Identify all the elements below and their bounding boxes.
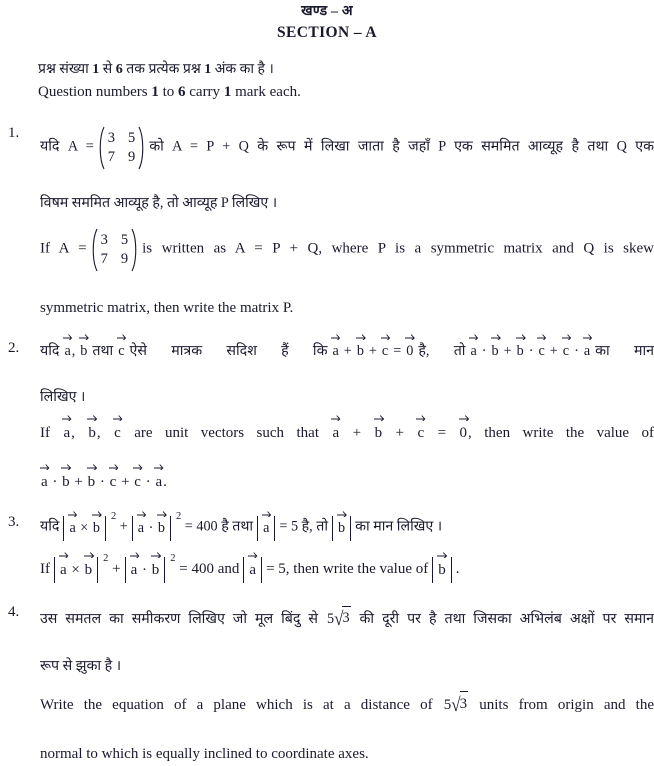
magnitude-a-dot-b (122, 557, 169, 583)
q2-en-op5: + (121, 473, 130, 490)
magnitude-a-cross-b (60, 516, 109, 541)
q1-en-seg1: If A = (40, 240, 87, 257)
vector-b (517, 340, 524, 363)
question-4-hindi-line-1 (40, 604, 654, 655)
q3-en-exp2: 2 (170, 552, 176, 564)
vector-arrow-icon (59, 551, 69, 558)
question-2-number: 2. (8, 339, 20, 356)
vector-a (69, 517, 75, 540)
abs-bar-left (63, 516, 64, 541)
vector-a (332, 421, 339, 445)
instruction-hindi-mid2: तक प्रत्येक प्रश्न (122, 61, 205, 77)
vector-arrow-icon (469, 333, 478, 340)
vector-arrow-icon (562, 333, 571, 340)
q2-hi-op1: + (343, 342, 352, 359)
vector-arrow-icon (356, 333, 366, 340)
abs-bar-left (54, 557, 55, 583)
question-3 (8, 510, 654, 583)
instruction-english-num-start: 1 (151, 83, 159, 100)
q3-hi-exp2: 2 (176, 510, 182, 522)
vector-b (88, 470, 96, 494)
abs-content (58, 557, 94, 583)
vector-a (63, 421, 70, 445)
cell-r2c1: 7 (107, 149, 115, 166)
vector-letter: b (516, 342, 524, 359)
abs-bar-right (451, 557, 452, 583)
q2-hi-op5: + (549, 342, 558, 359)
q3-en-exp1: 2 (103, 552, 109, 564)
vector-letter: b (338, 519, 346, 536)
q2-en-op4: + (74, 473, 83, 490)
vector-letter: b (62, 473, 70, 490)
vector-a (60, 558, 67, 582)
radical-5-sqrt-3 (444, 690, 468, 718)
vector-letter: a (263, 519, 270, 536)
vector-b (158, 517, 165, 540)
cell-r2c2: 9 (120, 251, 129, 268)
vector-c (114, 421, 121, 445)
abs-bar-left (432, 557, 433, 583)
vector-arrow-icon (537, 333, 546, 340)
vector-letter: a (137, 519, 145, 536)
radical-5-sqrt-3 (327, 604, 351, 632)
abs-bar-left (132, 516, 133, 541)
q4-hi-seg2: की दूरी पर है तथा जिसका अभिलंब अक्षों पर समान (359, 611, 654, 628)
vector-arrow-icon (381, 333, 390, 340)
abs-bar-right (350, 516, 351, 541)
vector-letter: c (538, 342, 545, 359)
instruction-english-marks: 1 (223, 83, 232, 100)
vector-b (375, 421, 383, 445)
cell-r1c2: 5 (120, 231, 129, 248)
question-1-body (40, 125, 654, 320)
section-header (0, 3, 654, 44)
vector-b (492, 340, 499, 363)
magnitude-a (240, 557, 265, 583)
question-1-english-line-1 (40, 227, 654, 295)
vector-letter: b (356, 342, 364, 359)
question-3-hindi (40, 510, 654, 540)
q1-en-matrix-cells (98, 231, 132, 270)
cell-r1c1: 3 (100, 231, 108, 248)
vector-arrow-icon (491, 333, 501, 340)
q2-hi-dot1: · (481, 342, 487, 359)
q3-hi-cross: × (80, 519, 89, 536)
vector-b (62, 470, 70, 494)
q2-en-dot2: · (99, 473, 105, 490)
q2-hi-t3: तथा (92, 342, 114, 359)
vector-letter: a (249, 562, 257, 579)
vector-letter: a (470, 342, 477, 359)
vector-arrow-icon (331, 333, 340, 340)
vector-arrow-icon (84, 551, 95, 558)
q3-hi-eq2: = 5 (279, 518, 299, 535)
vector-letter: b (374, 424, 383, 441)
abs-bar-left (125, 557, 126, 583)
question-2-english-line-1 (40, 421, 654, 470)
question-3-body (40, 510, 654, 583)
abs-content (67, 516, 102, 541)
abs-content (336, 516, 347, 541)
abs-bar-right (170, 516, 171, 541)
vector-a (155, 470, 162, 494)
abs-bar-right (97, 557, 98, 583)
q3-en-dot1: · (142, 562, 148, 579)
vector-letter: 0 (406, 342, 414, 359)
question-3-hindi-line-1 (40, 510, 654, 540)
q1-hi-seg1: यदि A = (40, 138, 94, 155)
q2-hi-t5: है, तो (418, 342, 466, 359)
question-2-hindi-line-1 (40, 340, 654, 386)
vector-letter: c (134, 473, 141, 490)
radical-sign-icon: √ (451, 693, 461, 716)
radical-radicand: 3 (342, 606, 350, 630)
radical-radicand: 3 (460, 691, 469, 716)
q2-en-dot3: · (145, 473, 151, 490)
vector-b (357, 340, 364, 363)
question-2-hindi-line-2: लिखिए । (40, 388, 86, 405)
q2-hi-dot3: · (574, 342, 579, 359)
question-4-hindi (40, 604, 654, 678)
abs-bar-right (261, 557, 262, 583)
vector-c (110, 470, 117, 494)
vector-b (80, 340, 87, 363)
magnitude-b (329, 516, 354, 541)
q3-hi-eq1: = 400 (184, 518, 218, 535)
radical-coefficient: 5 (443, 697, 452, 713)
q2-en-op1: + (352, 424, 362, 441)
magnitude-a-cross-b (51, 557, 101, 583)
q4-hi-seg1: उस समतल का समीकरण लिखिए जो मूल बिंदु से (40, 611, 318, 628)
q3-hi-t4: का मान लिखिए । (355, 518, 443, 535)
vector-a (470, 340, 476, 363)
vector-letter: b (491, 342, 499, 359)
q2-hi-op2: + (368, 342, 377, 359)
vector-arrow-icon (437, 551, 448, 558)
q2-en-op2: + (395, 424, 404, 441)
vector-letter: a (332, 342, 339, 359)
section-title-hindi: खण्ड – अ (301, 4, 353, 19)
section-title-english: SECTION – A (276, 23, 377, 41)
instruction-hindi-marks: 1 (204, 61, 212, 77)
q3-hi-t1: यदि (40, 518, 60, 535)
vector-arrow-icon (416, 414, 426, 421)
question-3-english (40, 552, 654, 583)
vector-arrow-icon (151, 551, 162, 558)
q2-hi-op4: + (503, 342, 512, 359)
question-3-number: 3. (8, 513, 20, 530)
instruction-english-post: mark each. (231, 83, 301, 100)
question-4-number: 4. (8, 604, 20, 621)
vector-zero (460, 421, 468, 445)
q1-hi-seg2: को A = P + Q के रूप में लिखा जाता है जहाँ P एक सममित आव्यूह है तथा Q एक (149, 138, 654, 155)
vector-c (538, 340, 544, 363)
vector-arrow-icon (113, 414, 123, 421)
question-2 (8, 340, 654, 494)
abs-bar-right (105, 516, 106, 541)
q2-en-dot1: · (52, 473, 58, 490)
vector-b (88, 421, 96, 445)
matrix-left-paren (96, 126, 105, 170)
cell-r2c2: 9 (127, 149, 136, 166)
question-1-hindi (40, 125, 654, 215)
question-2-english-line-2 (40, 470, 654, 494)
q3-en-end: . (455, 560, 460, 577)
vector-arrow-icon (459, 414, 470, 421)
vector-arrow-icon (331, 414, 341, 421)
q3-hi-exp1: 2 (110, 510, 117, 522)
q1-en-matrix (89, 228, 141, 272)
vector-a (263, 517, 269, 540)
vector-letter: b (84, 562, 93, 579)
vector-letter: a (41, 473, 48, 490)
instruction-hindi-post: अंक का है । (211, 61, 274, 77)
vector-c (118, 340, 124, 363)
vector-letter: b (92, 519, 100, 536)
q3-en-eq2: = 5, then write the value of (266, 560, 429, 577)
q1-hi-matrix (96, 126, 148, 170)
cell-r2c1: 7 (100, 251, 108, 268)
question-4-english (40, 690, 654, 766)
vector-letter: a (583, 342, 591, 359)
vector-arrow-icon (63, 333, 72, 340)
question-3-english-line-1 (40, 552, 654, 583)
vector-letter: c (109, 473, 117, 490)
vector-b (152, 558, 160, 582)
vector-letter: c (114, 424, 121, 441)
abs-bar-right (274, 516, 275, 541)
abs-bar-left (257, 516, 258, 541)
vector-a (131, 558, 138, 582)
q1-en-seg2: is written as A = P + Q, where P is a symmetric matrix and Q is skew (142, 240, 654, 257)
q2-hi-t2: , (71, 342, 76, 359)
vector-letter: b (80, 342, 88, 359)
matrix-right-paren (138, 126, 147, 170)
q4-en-seg1: Write the equation of a plane which is at a distance of (40, 697, 433, 713)
vector-letter: a (155, 473, 163, 490)
vector-letter: b (438, 562, 446, 579)
cell-r1c1: 3 (107, 129, 115, 146)
instruction-english-pre: Question numbers (38, 83, 152, 100)
q2-en-op3: = (437, 424, 447, 441)
vector-arrow-icon (583, 333, 592, 340)
q2-hi-t4: ऐसे मात्रक सदिश हैं कि (129, 342, 328, 359)
vector-letter: b (87, 473, 96, 490)
vector-letter: c (118, 342, 125, 359)
question-2-hindi (40, 340, 654, 409)
exam-paper-page (0, 3, 654, 762)
question-1 (8, 125, 654, 320)
abs-bar-left (243, 557, 244, 583)
vector-a (64, 340, 70, 363)
vector-letter: b (88, 424, 96, 441)
vector-arrow-icon (87, 414, 98, 421)
q1-hi-matrix-cells (105, 129, 139, 168)
q3-en-cross: × (71, 562, 80, 579)
vector-letter: a (332, 424, 340, 441)
cell-r1c2: 5 (127, 129, 136, 146)
vector-arrow-icon (117, 333, 126, 340)
vector-a (332, 340, 338, 363)
vector-a (584, 340, 590, 363)
vector-c (382, 340, 388, 363)
q3-en-op1: + (112, 560, 121, 577)
vector-letter: a (60, 562, 67, 579)
vector-arrow-icon (79, 333, 89, 340)
vector-arrow-icon (516, 333, 526, 340)
vector-a (138, 517, 144, 540)
question-4-hindi-line-2: रूप से झुका है । (40, 658, 122, 674)
instruction-english-num-end: 6 (178, 83, 186, 100)
abs-content (436, 557, 448, 583)
vector-b (338, 517, 345, 540)
vector-arrow-icon (137, 510, 146, 517)
question-1-english-line-2: symmetric matrix, then write the matrix P. (40, 299, 294, 316)
q2-en-t3: , (96, 424, 101, 441)
vector-c (417, 421, 424, 445)
instruction-english-mid2: carry (185, 83, 224, 100)
q3-hi-t2: है तथा (221, 518, 254, 535)
question-4-english-line-1 (40, 690, 654, 742)
vector-a (41, 470, 48, 494)
question-1-english (40, 227, 654, 320)
instruction-english-mid1: to (158, 83, 178, 100)
vector-arrow-icon (405, 333, 415, 340)
instruction-hindi-num-end: 6 (115, 61, 123, 77)
q2-en-t2: , (71, 424, 75, 441)
vector-arrow-icon (62, 414, 72, 421)
instruction-hindi-mid1: से (99, 61, 116, 77)
vector-letter: c (417, 424, 425, 441)
instructions-block (38, 59, 654, 104)
vector-arrow-icon (92, 510, 102, 517)
vector-b (93, 517, 100, 540)
question-1-hindi-line-2: विषम सममित आव्यूह है, तो आव्यूह P लिखिए । (40, 195, 278, 212)
vector-c (134, 470, 141, 494)
radical-coefficient: 5 (327, 611, 335, 628)
vector-arrow-icon (157, 510, 167, 517)
magnitude-a (254, 516, 278, 541)
vector-b (85, 558, 93, 582)
matrix-right-paren (131, 228, 140, 272)
question-2-body (40, 340, 654, 494)
vector-c (563, 340, 569, 363)
q2-hi-dot2: · (528, 342, 534, 359)
vector-b (438, 558, 446, 582)
q3-en-eq1: = 400 and (179, 560, 240, 577)
q4-en-seg2: units from origin and the (479, 697, 654, 713)
vector-letter: 0 (459, 424, 468, 441)
abs-bar-left (332, 516, 333, 541)
vector-letter: a (69, 519, 76, 536)
vector-letter: a (63, 424, 71, 441)
question-1-hindi-line-1 (40, 125, 654, 192)
abs-content (136, 516, 167, 541)
vector-arrow-icon (374, 414, 385, 421)
vector-letter: c (381, 342, 389, 359)
matrix-left-paren (89, 228, 98, 272)
instruction-hindi-pre: प्रश्न संख्या (38, 61, 93, 77)
abs-content (129, 557, 162, 583)
vector-arrow-icon (130, 551, 140, 558)
abs-content (247, 557, 258, 583)
q2-hi-t6: का मान (595, 342, 654, 359)
q2-en-t5: , then write the value of (468, 424, 654, 441)
vector-arrow-icon (337, 510, 347, 517)
vector-letter: c (562, 342, 570, 359)
question-4-english-line-2: normal to which is equally inclined to coordinate axes. (40, 745, 369, 762)
instruction-hindi-num-start: 1 (92, 61, 100, 77)
magnitude-b (429, 557, 455, 583)
instruction-hindi (38, 59, 654, 80)
vector-arrow-icon (68, 510, 77, 517)
q2-en-t1: If (40, 424, 50, 441)
instruction-english (38, 81, 654, 104)
vector-arrow-icon (248, 551, 258, 558)
vector-letter: a (64, 342, 71, 359)
q3-hi-dot1: · (148, 519, 154, 536)
radical-sign-icon: √ (334, 608, 344, 630)
vector-letter: b (157, 519, 165, 536)
question-2-english (40, 421, 654, 494)
vector-zero (406, 340, 413, 363)
q2-hi-t1: यदि (40, 342, 60, 359)
q2-hi-op3: = (393, 342, 402, 359)
q2-en-t4: are unit vectors such that (134, 424, 320, 441)
vector-a (249, 558, 256, 582)
abs-content (261, 516, 271, 541)
q2-en-end: . (163, 473, 167, 490)
abs-bar-right (164, 557, 165, 583)
vector-letter: b (151, 562, 160, 579)
vector-arrow-icon (262, 510, 271, 517)
magnitude-a-dot-b (129, 516, 174, 541)
vector-letter: a (130, 562, 138, 579)
q3-en-t1: If (40, 560, 50, 577)
q3-hi-t3: है, तो (301, 518, 329, 535)
question-1-number: 1. (8, 125, 20, 142)
q3-hi-op1: + (119, 518, 128, 535)
